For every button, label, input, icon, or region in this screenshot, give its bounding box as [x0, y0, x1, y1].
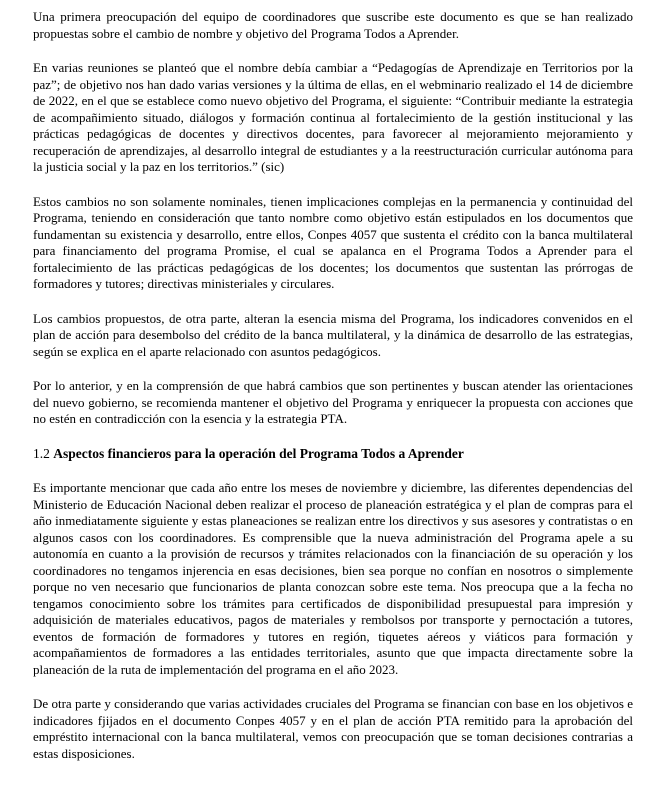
paragraph-conpes-concern: De otra parte y considerando que varias actividades cruciales del Programa se financian con base en los objetivos e indicadores fjijados en el documento Conpes 4057 y en el plan de acción PTA remitido para la aprobación del empréstito internacional con la banca multilateral, vemos con preocupación que se toman decisiones contrarias a estas disposiciones.: [33, 696, 633, 761]
paragraph-name-objective-concern: Una primera preocupación del equipo de coordinadores que suscribe este documento es que se han realizado propuestas sobre el cambio de nombre y objetivo del Programa Todos a Aprender.: [33, 9, 633, 41]
paragraph-implications: Estos cambios no son solamente nominales, tienen implicaciones complejas en la permanencia y continuidad del Programa, teniendo en consideración que tanto nombre como objetivo están estipulados en los documentos que fundamentan su existencia y desarrollo, entre ellos, Conpes 4057 que sustenta el crédito con la banca multilateral para financiamento del programa Promise, el cual se apalanca en el Programa Todos a Aprender para el fortalecimiento de las prácticas pedagógicas de los docentes; los documentos que sustentan las prórrogas de formadores y tutores; directivas ministeriales y circulares.: [33, 193, 633, 291]
section-number: 1.2: [33, 445, 50, 461]
paragraph-recommendation: Por lo anterior, y en la comprensión de que habrá cambios que son pertinentes y buscan atender las orientaciones del nuevo gobierno, se recomienda mantener el objetivo del Programa y enriquecer la propuesta con acciones que no estén en contradicción con la esencia y la estrategia PTA.: [33, 378, 633, 426]
document-page: [33, 9, 633, 780]
section-heading: [33, 446, 633, 463]
paragraph-financial-planning: Es importante mencionar que cada año entre los meses de noviembre y diciembre, las diferentes dependencias del Ministerio de Educación Nacional deben realizar el proceso de planeación estratégica y el plan de compras para el año inmediatamente siguiente y estas planeaciones se realizan entre los directivos y sus asesores y contratistas o en algunos casos con los coordinadores. Es comprensible que la nueva administración del Programa apele a su autonomía en cuanto a la provisión de recursos y trámites relacionados con la financiación de su operación y los coordinadores no tengamos injerencia en esas decisiones, bien sea porque no confían en nosotros o simplemente porque no ven necesario que funcionarios de planta conozcan sobre este tema. Nos preocupa que a la fecha no tengamos conocimiento sobre los trámites para certificados de disponibilidad presupuestal para impresión y adquisición de materiales educativos, pagos de materiales y rembolsos por transporte y pernoctación a tutores, eventos de formación de formadores y tutores en región, tiquetes aéreos y viáticos para formación y acompañamientos de formadores a las entidades territoriales, asunto que que impacta directamente sobre la planeación de la ruta de implementación del programa en el año 2023.: [33, 480, 633, 677]
paragraph-proposed-changes: Los cambios propuestos, de otra parte, alteran la esencia misma del Programa, los indicadores convenidos en el plan de acción para desembolso del crédito de la banca multilateral, y la dinámica de desarrollo de las estrategias, según se explica en el aparte relacionado con asuntos pedagógicos.: [33, 310, 633, 359]
paragraph-meetings-objective-versions: En varias reuniones se planteó que el nombre debía cambiar a “Pedagogías de Aprendizaje en Territorios por la paz”; de objetivo nos han dado varias versiones y la última de ellas, en el webminario realizado el 14 de diciembre de 2022, en el que se establece como nuevo objetivo del Programa, el siguiente: “Contribuir mediante la estrategia de acompañimiento situado, diálogos y formación continua al fortalecimiento de la gestión institucional y las prácticas pedagógicas de docentes y directivos docentes, para favorecer al mejoramiento mejoramiento y recuperación de aprendizajes, al desarrollo integral de estudiantes y a la reestructuración curricular autónoma para la justicia social y la paz en los territorios.” (sic): [33, 60, 633, 174]
section-title: Aspectos financieros para la operación del Programa Todos a Aprender: [53, 445, 464, 461]
